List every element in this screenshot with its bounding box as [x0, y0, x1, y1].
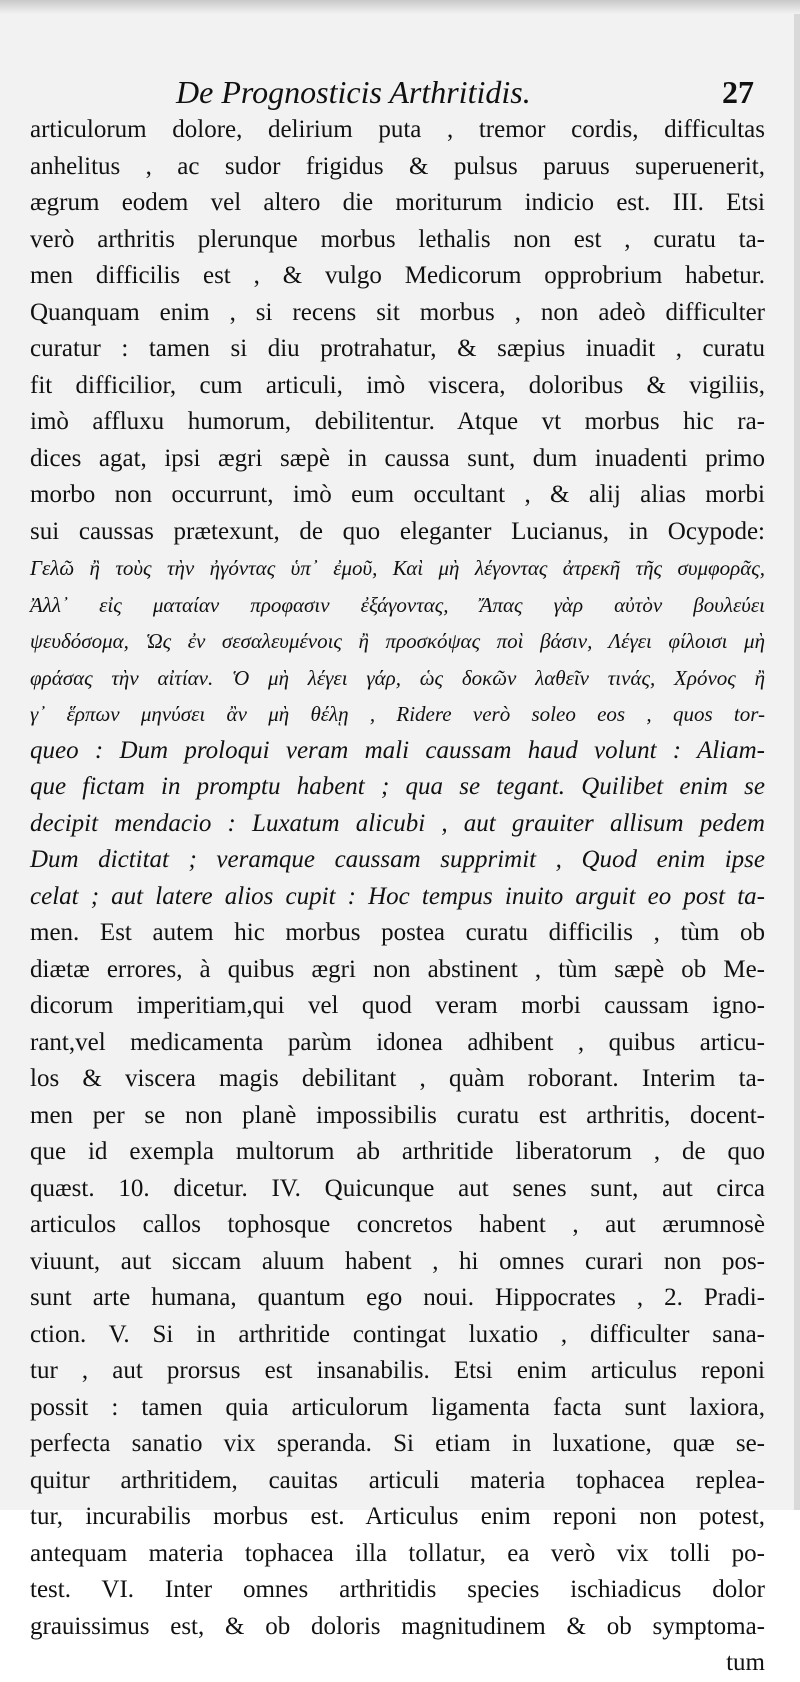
greek-quote-line: ψευδόσομα, Ὡς ἐν σεσαλευμένοις ἢ προσκόψας ποὶ βάσιν, Λέγει φίλοισι μὴ [30, 629, 765, 653]
page-edge [0, 0, 800, 14]
text-line: ægrum eodem vel altero die moriturum indicio est. III. Etsi [30, 189, 765, 216]
page-number: 27 [722, 74, 754, 110]
greek-quote-line: Ἀλλ᾽ εἰς ματαίαν προφασιν ἐξάγοντας, Ἄπας γὰρ αὐτὸν βουλεύει [30, 592, 765, 617]
text-line: dicorum imperitiam,qui vel quod veram morbi caussam igno- [30, 992, 765, 1019]
text-line: antequam materia tophacea illa tollatur, ea verò vix tolli po- [30, 1539, 765, 1567]
text-line: sunt arte humana, quantum ego noui. Hippocrates , 2. Pradi- [30, 1284, 765, 1311]
text-line: imò affluxu humorum, debilitentur. Atque vt morbus hic ra- [30, 408, 765, 435]
text-line: articulos callos tophosque concretos habent , aut ærumnosè [30, 1211, 765, 1238]
body-text [30, 112, 765, 1682]
text-line: dices agat, ipsi ægri sæpè in caussa sunt, dum inuadenti primo [30, 444, 765, 472]
text-line: curatur : tamen si diu protrahatur, & sæpius inuadit , curatu [30, 335, 765, 362]
text-line: men. Est autem hic morbus postea curatu difficilis , tùm ob [30, 919, 765, 946]
text-line: diætæ errores, à quibus ægri non abstinent , tùm sæpè ob Me- [30, 955, 765, 983]
text-line: tur, incurabilis morbus est. Articulus enim reponi non potest, [30, 1503, 765, 1530]
text-line: rant,vel medicamenta parùm idonea adhibent , quibus articu- [30, 1028, 765, 1056]
text-line: viuunt, aut siccam aluum habent , hi omnes curari non pos- [30, 1247, 765, 1275]
text-line: fit difficilior, cum articuli, imò viscera, doloribus & vigiliis, [30, 371, 765, 399]
latin-translation-line: que fictam in promptu habent ; qua se tegant. Quilibet enim se [30, 773, 765, 800]
latin-translation-line: celat ; aut latere alios cupit : Hoc tempus inuito arguit eo post ta- [30, 882, 765, 910]
latin-translation-line: Dum dictitat ; veramque caussam supprimit , Quod enim ipse [30, 846, 765, 873]
catchword: tum [726, 1649, 765, 1676]
text-line: verò arthritis plerunque morbus lethalis non est , curatu ta- [30, 225, 765, 253]
text-line: anhelitus , ac sudor frigidus & pulsus paruus superuenerit, [30, 152, 765, 180]
text-line: possit : tamen quia articulorum ligamenta facta sunt laxiora, [30, 1393, 765, 1421]
text-line: men difficilis est , & vulgo Medicorum opprobrium habetur. [30, 262, 765, 289]
text-line: quitur arthritidem, cauitas articuli materia tophacea replea- [30, 1466, 765, 1494]
text-line: Quanquam enim , si recens sit morbus , non adeò difficulter [30, 298, 765, 326]
text-line: quæst. 10. dicetur. IV. Quicunque aut senes sunt, aut circa [30, 1174, 765, 1202]
text-line: morbo non occurrunt, imò eum occultant , & alij alias morbi [30, 481, 765, 508]
text-line: test. VI. Inter omnes arthritidis species ischiadicus dolor [30, 1576, 765, 1603]
text-line: tur , aut prorsus est insanabilis. Etsi enim articulus reponi [30, 1357, 765, 1384]
latin-translation-line: decipit mendacio : Luxatum alicubi , aut grauiter allisum pedem [30, 809, 765, 837]
greek-quote-line: γ᾽ ἕρπων μηνύσει ἂν μὴ θέλῃ , Ridere verò soleo eos , quos tor- [30, 702, 765, 726]
text-line: que id exempla multorum ab arthritide liberatorum , de quo [30, 1138, 765, 1165]
text-line: ction. V. Si in arthritide contingat luxatio , difficulter sana- [30, 1320, 765, 1348]
text-line: articulorum dolore, delirium puta , tremor cordis, difficultas [30, 116, 765, 143]
greek-quote-line: φράσας τὴν αἰτίαν. Ὁ μὴ λέγει γάρ, ὡς δοκῶν λαθεῖν τινάς, Χρόνος ἢ [30, 665, 765, 690]
latin-translation-line: queo : Dum proloqui veram mali caussam haud volunt : Aliam- [30, 736, 765, 764]
text-line: los & viscera magis debilitant , quàm roborant. Interim ta- [30, 1065, 765, 1092]
running-head: De Prognosticis Arthritidis. [176, 74, 531, 110]
greek-quote-line: Γελῶ ἢ τοὺς τὴν ἠγόντας ὑπ᾽ ἐμοῦ, Καὶ μὴ λέγοντας ἀτρεκῆ τῆς συμφορᾶς, [30, 556, 765, 580]
text-line: grauissimus est, & ob doloris magnitudinem & ob symptoma- [30, 1612, 765, 1640]
text-line: men per se non planè impossibilis curatu est arthritis, docent- [30, 1101, 765, 1129]
text-line: sui caussas prætexunt, de quo eleganter Lucianus, in Ocypode: [30, 517, 765, 545]
text-line: perfecta sanatio vix speranda. Si etiam in luxatione, quæ se- [30, 1430, 765, 1457]
